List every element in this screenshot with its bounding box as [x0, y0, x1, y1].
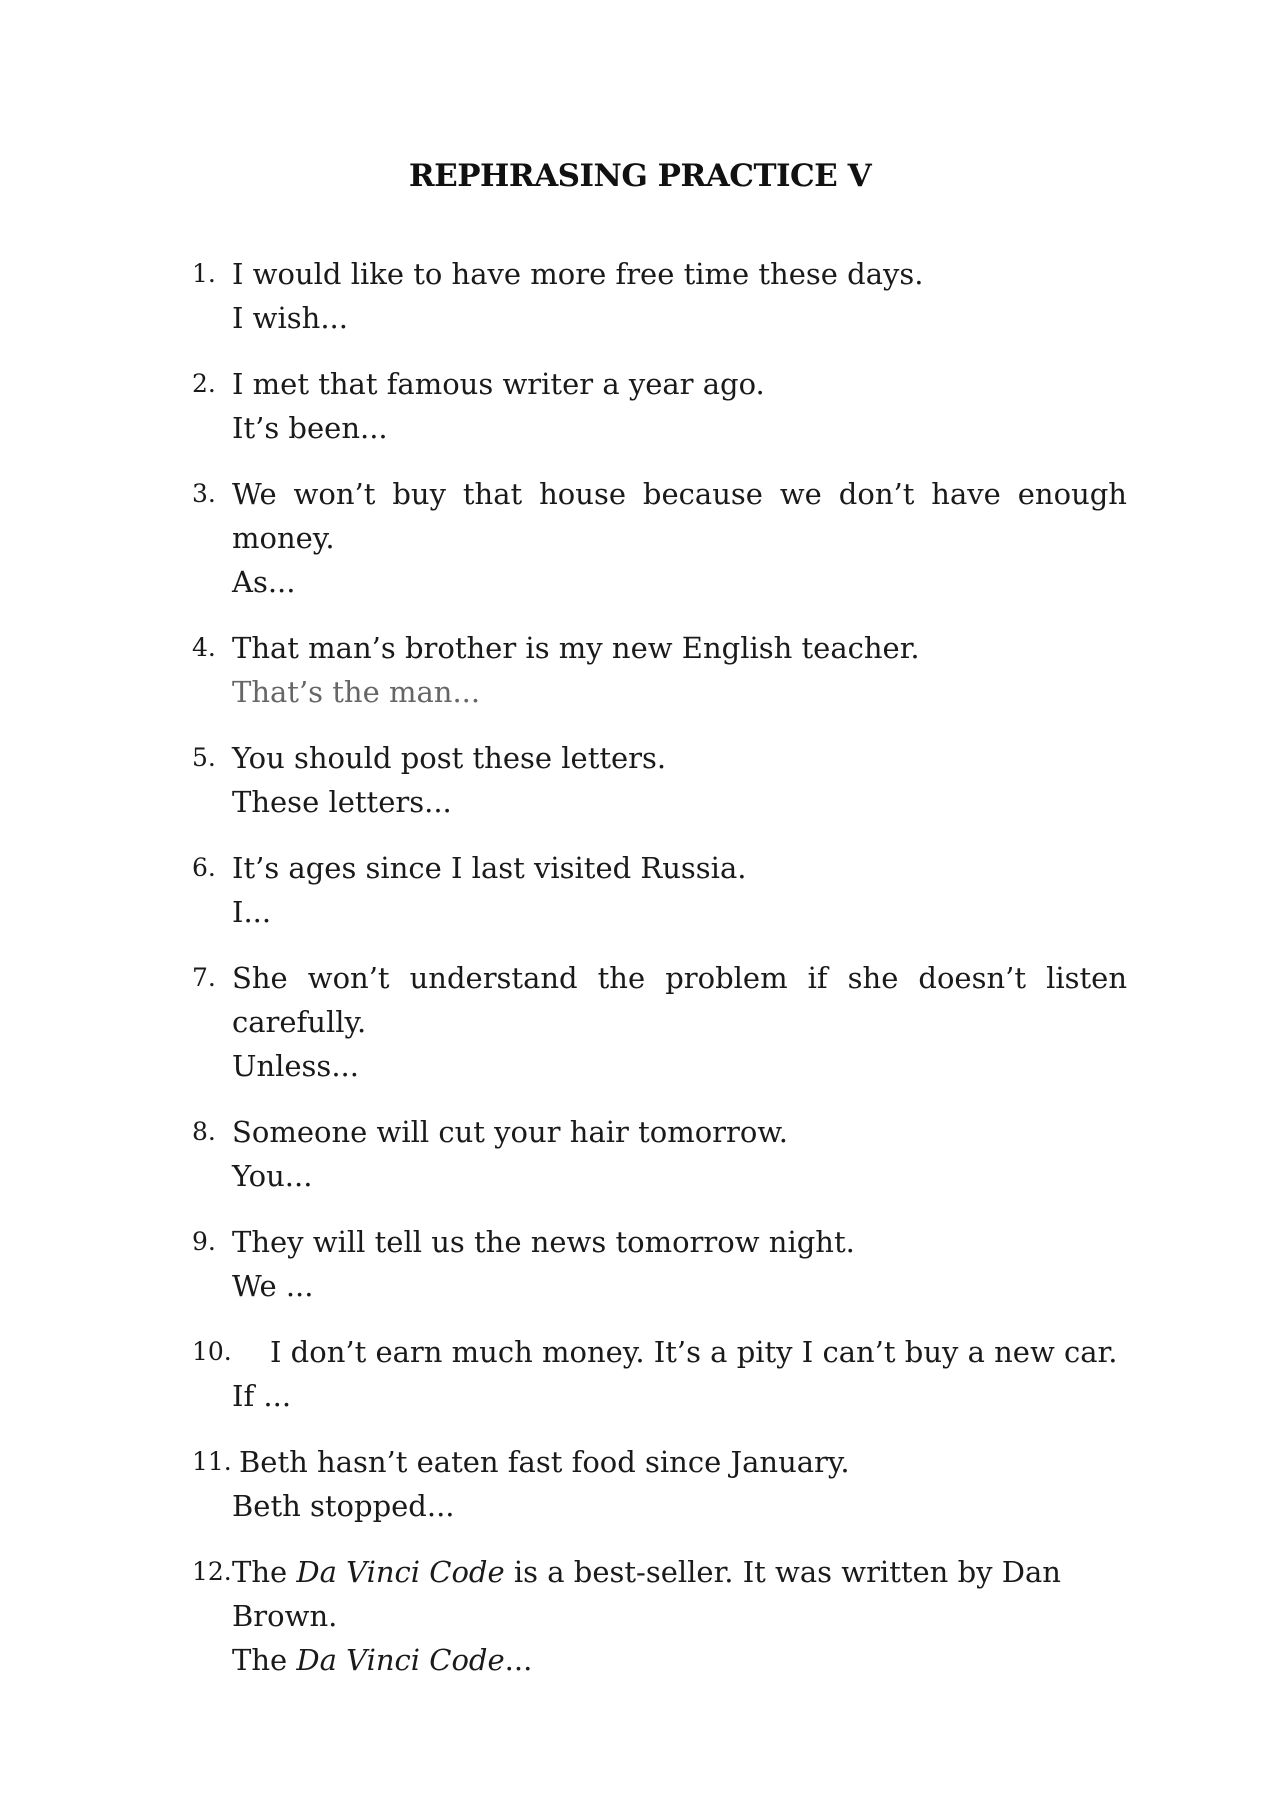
item-number: 10.: [192, 1337, 232, 1366]
lead-text-end: ...: [504, 1643, 533, 1677]
item-lead: That’s the man...: [232, 675, 481, 709]
item-lead: [232, 1638, 1127, 1682]
list-item: [192, 472, 1127, 604]
exercise-list: [192, 252, 1127, 1704]
item-prompt: It’s ages since I last visited Russia.: [232, 851, 747, 885]
item-lead: I wish...: [232, 301, 348, 335]
prompt-text-end: is a best-seller. It was written by Dan Brown.: [232, 1555, 1061, 1633]
item-number: 3.: [192, 479, 216, 508]
list-item: [192, 252, 1127, 340]
item-prompt: I would like to have more free time these days.: [232, 257, 924, 291]
book-title: Da Vinci Code: [296, 1643, 505, 1677]
list-item: [192, 1220, 1127, 1308]
item-lead: I...: [232, 895, 272, 929]
item-prompt: She won’t understand the problem if she doesn’t listen carefully.: [232, 961, 1127, 1039]
list-item: [192, 1550, 1127, 1682]
item-prompt: I don’t earn much money. It’s a pity I can’t buy a new car.: [270, 1335, 1118, 1369]
item-number: 4.: [192, 633, 216, 662]
item-number: 2.: [192, 369, 216, 398]
item-number: 6.: [192, 853, 216, 882]
item-number: 7.: [192, 963, 216, 992]
item-prompt: Someone will cut your hair tomorrow.: [232, 1115, 788, 1149]
item-prompt: They will tell us the news tomorrow night.: [232, 1225, 855, 1259]
item-prompt: That man’s brother is my new English teacher.: [232, 631, 920, 665]
list-item: [192, 1330, 1127, 1418]
list-item: [192, 736, 1127, 824]
book-title: Da Vinci Code: [296, 1555, 505, 1589]
list-item: [192, 956, 1127, 1088]
item-number: 11.: [192, 1447, 232, 1476]
item-number: 8.: [192, 1117, 216, 1146]
item-prompt: [232, 1550, 1127, 1638]
lead-text-start: The: [232, 1643, 297, 1677]
item-lead: It’s been...: [232, 411, 388, 445]
list-item: [192, 1110, 1127, 1198]
prompt-text-start: The: [232, 1555, 297, 1589]
item-prompt: We won’t buy that house because we don’t have enough money.: [232, 477, 1127, 555]
item-prompt: I met that famous writer a year ago.: [232, 367, 765, 401]
item-lead: You...: [232, 1159, 313, 1193]
list-item: [192, 362, 1127, 450]
item-lead: Unless...: [232, 1049, 359, 1083]
item-lead: These letters...: [232, 785, 452, 819]
item-number: 12.: [192, 1557, 232, 1586]
list-item: [192, 1440, 1127, 1528]
item-prompt: You should post these letters.: [232, 741, 667, 775]
item-number: 5.: [192, 743, 216, 772]
list-item: [192, 846, 1127, 934]
list-item: [192, 626, 1127, 714]
page-title: REPHRASING PRACTICE V: [408, 158, 872, 194]
item-number: 9.: [192, 1227, 216, 1256]
item-number: 1.: [192, 259, 216, 288]
item-lead: We ...: [232, 1269, 314, 1303]
item-lead: Beth stopped...: [232, 1489, 455, 1523]
item-lead: If ...: [232, 1379, 292, 1413]
item-lead: As...: [232, 565, 296, 599]
item-prompt: Beth hasn’t eaten fast food since January.: [239, 1445, 850, 1479]
